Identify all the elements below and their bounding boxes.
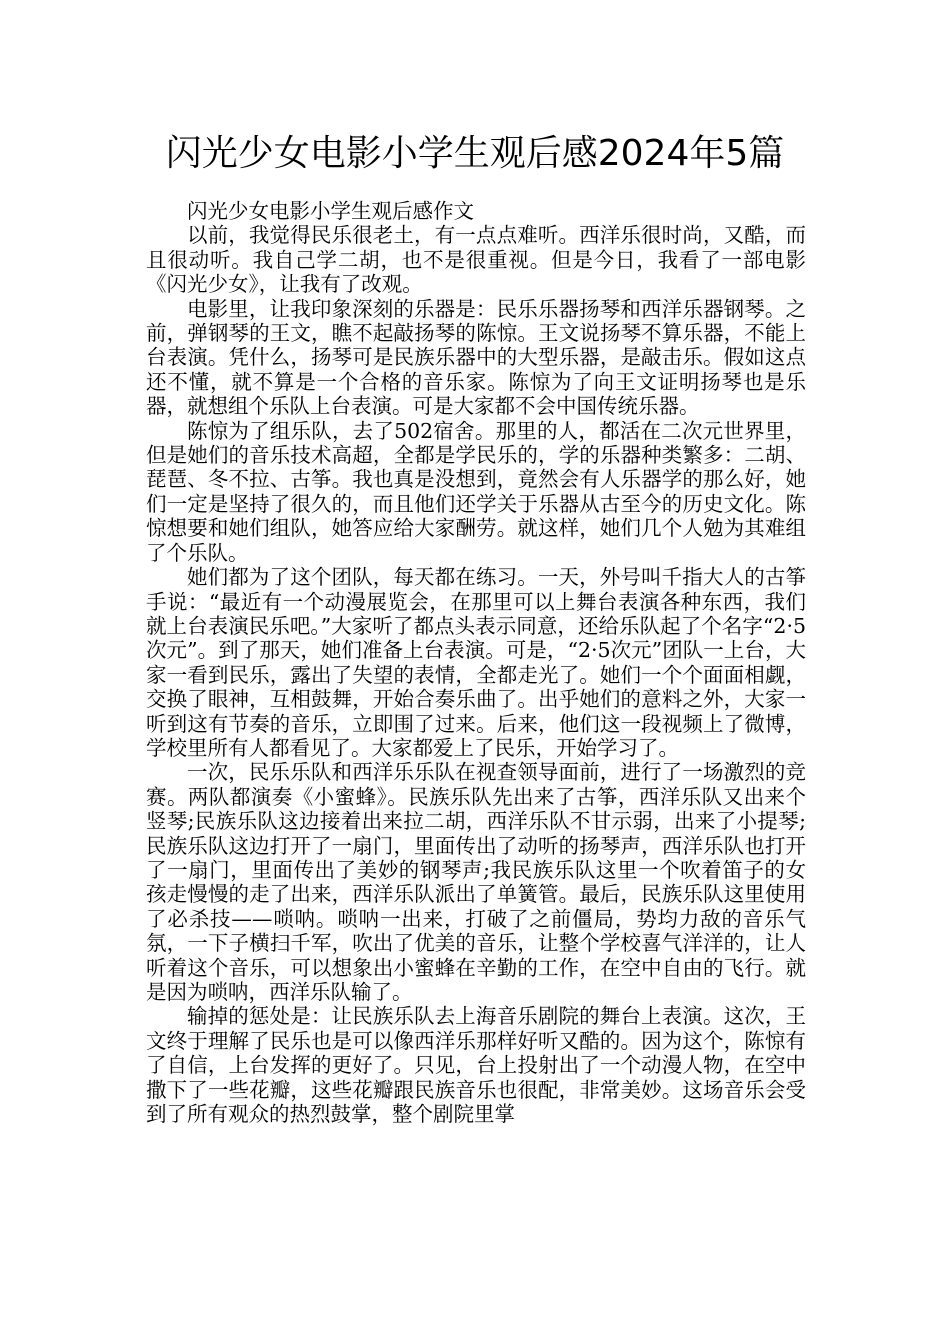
- paragraph: 以前，我觉得民乐很老土，有一点点难听。西洋乐很时尚，又酷，而且很动听。我自己学二胡，也不是很重视。但是今日，我看了一部电影《闪光少女》，让我有了改观。: [146, 223, 806, 297]
- paragraph: 她们都为了这个团队，每天都在练习。一天，外号叫千指大人的古筝手说：“最近有一个动漫展览会，在那里可以上舞台表演各种东西，我们就上台表演民乐吧。”大家听了都点头表示同意，还给乐队起了个名字“2·5次元”。到了那天，她们准备上台表演。可是，“2·5次元”团队一上台，大家一看到民乐，露出了失望的表情，全都走光了。她们一个个面面相觑，交换了眼神，互相鼓舞，开始合奏乐曲了。出乎她们的意料之外，大家一听到这有节奏的音乐，立即围了过来。后来，他们这一段视频上了微博，学校里所有人都看见了。大家都爱上了民乐，开始学习了。: [146, 565, 806, 760]
- document-subtitle: 闪光少女电影小学生观后感作文: [187, 199, 474, 223]
- document-body: [146, 199, 806, 1126]
- paragraph: 输掉的惩处是：让民族乐队去上海音乐剧院的舞台上表演。这次，王文终于理解了民乐也是可以像西洋乐那样好听又酷的。因为这个，陈惊有了自信，上台发挥的更好了。只见，台上投射出了一个动漫人物，在空中撒下了一些花瓣，这些花瓣跟民族音乐也很配，非常美妙。这场音乐会受到了所有观众的热烈鼓掌，整个剧院里掌: [146, 1004, 806, 1127]
- document-title: 闪光少女电影小学生观后感2024年5篇: [165, 133, 785, 174]
- paragraph: 一次，民乐乐队和西洋乐乐队在视查领导面前，进行了一场激烈的竞赛。两队都演奏《小蜜蜂》。民族乐队先出来了古筝，西洋乐队又出来个竖琴;民族乐队这边接着出来拉二胡，西洋乐队不甘示弱，出来了小提琴;民族乐队这边打开了一扇门，里面传出了动听的扬琴声，西洋乐队也打开了一扇门，里面传出了美妙的钢琴声;我民族乐队这里一个吹着笛子的女孩走慢慢的走了出来，西洋乐队派出了单簧管。最后，民族乐队这里使用了必杀技——唢呐。唢呐一出来，打破了之前僵局，势均力敌的音乐气氛，一下子横扫千军，吹出了优美的音乐，让整个学校喜气洋洋的，让人听着这个音乐，可以想象出小蜜蜂在辛勤的工作，在空中自由的飞行。就是因为唢呐，西洋乐队输了。: [146, 760, 806, 1004]
- paragraph: 陈惊为了组乐队，去了502宿舍。那里的人，都活在二次元世界里，但是她们的音乐技术高超，全都是学民乐的，学的乐器种类繁多：二胡、琵琶、冬不拉、古筝。我也真是没想到，竟然会有人乐器学的那么好，她们一定是坚持了很久的，而且他们还学关于乐器从古至今的历史文化。陈惊想要和她们组队，她答应给大家酬劳。就这样，她们几个人勉为其难组了个乐队。: [146, 418, 806, 565]
- paragraph: 电影里，让我印象深刻的乐器是：民乐乐器扬琴和西洋乐器钢琴。之前，弹钢琴的王文，瞧不起敲扬琴的陈惊。王文说扬琴不算乐器，不能上台表演。凭什么，扬琴可是民族乐器中的大型乐器，是敲击乐。假如这点还不懂，就不算是一个合格的音乐家。陈惊为了向王文证明扬琴也是乐器，就想组个乐队上台表演。可是大家都不会中国传统乐器。: [146, 296, 806, 419]
